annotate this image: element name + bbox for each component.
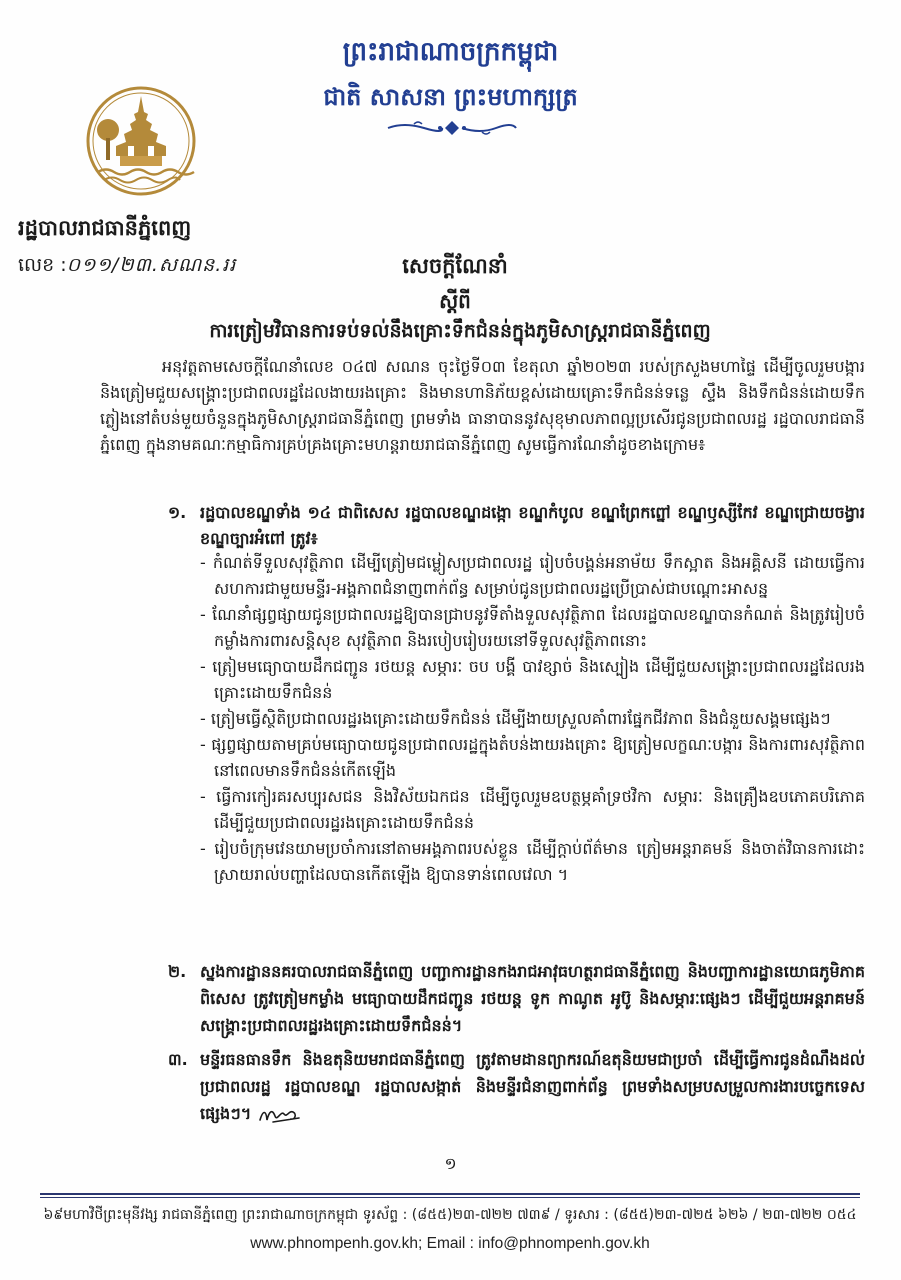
- reference-label: លេខ :: [18, 254, 67, 276]
- document-subject-title: ការត្រៀមវិធានការទប់ទល់នឹងគ្រោះទឹកជំនន់ក្នុងភូមិសាស្ត្ររាជធានីភ្នំពេញ: [209, 320, 711, 342]
- reference-number: [18, 250, 318, 280]
- handwritten-initial-icon: [257, 1104, 303, 1126]
- document-type-title: សេចក្តីណែនាំ: [402, 254, 508, 278]
- footer-address: ៦៩មហាវិថីព្រះមុនីវង្ស រាជធានីភ្នំពេញ ព្រះរាជាណាចក្រកម្ពុជា ទូរស័ព្ទ : (៨៥៥)២៣-៧២២ ៧៣៩ / ទូរសារ : (៨៥៥)២៣-៧២៥ ៦២៦ / ២៣-៧២២ ០៥៤: [43, 1207, 857, 1223]
- footer-website-email: www.phnompenh.gov.kh; Email : info@phnompenh.gov.kh: [250, 1235, 650, 1252]
- item-number: ២.: [168, 962, 187, 981]
- issuing-authority: រដ្ឋបាលរាជធានីភ្នំពេញ: [18, 216, 192, 240]
- numbered-item-3: [168, 1046, 865, 1127]
- title-regarding: ស្តីពី: [439, 289, 471, 313]
- item-1-bullet-list: [200, 550, 865, 888]
- item-text: មន្ទីរធនធានទឹក និងឧតុនិយមរាជធានីភ្នំពេញ ត្រូវតាមដានព្យាករណ៍ឧតុនិយមជាប្រចាំ ដើម្បីធ្វើការជូនដំណឹងដល់ប្រជាពលរដ្ឋ រដ្ឋបាលខណ្ឌ រដ្ឋបាលសង្កាត់ និងមន្ទីរជំនាញពាក់ព័ន្ធ ព្រមទាំងសម្របសម្រួលការងារបច្ចេកទេសផ្សេងៗ។: [200, 1050, 865, 1123]
- item-number: ៣.: [168, 1050, 188, 1069]
- reference-value: ០១១/២៣.សណន.ររ: [66, 254, 237, 276]
- intro-paragraph: អនុវត្តតាមសេចក្តីណែនាំលេខ ០៤៧ សណន ចុះថ្ងៃទី០៣ ខែតុលា ឆ្នាំ២០២៣ របស់ក្រសួងមហាផ្ទៃ ដើម្បីចូលរួមបង្ការ និងត្រៀមជួយសង្គ្រោះប្រជាពលរដ្ឋដែលងាយរងគ្រោះ និងមានហានិភ័យខ្ពស់ដោយគ្រោះទឹកជំនន់ទន្លេ ស្ទឹង និងទឹកជំនន់ដោយទឹកភ្លៀងនៅតំបន់មួយចំនួនក្នុងភូមិសាស្ត្ររាជធានីភ្នំពេញ ព្រមទាំង ធានាបាននូវសុខុមាលភាពល្អប្រសើរជូនប្រជាពលរដ្ឋ រដ្ឋបាលរាជធានីភ្នំពេញ ក្នុងនាមគណៈកម្មាធិការគ្រប់គ្រងគ្រោះមហន្តរាយរាជធានីភ្នំពេញ សូមធ្វើការណែនាំដូចខាងក្រោម៖: [100, 357, 865, 454]
- bullet-item: - រៀបចំក្រុមវេនយាមប្រចាំការនៅតាមអង្គភាពរបស់ខ្លួន ដើម្បីក្តាប់ព័ត៌មាន ត្រៀមអន្តរាគមន៍ និងចាត់វិធានការដោះស្រាយរាល់បញ្ហាដែលបានកើតឡើង ឱ្យបានទាន់ពេលវេលា ។: [200, 839, 865, 884]
- phnom-penh-emblem-icon: [84, 84, 198, 198]
- item-text: រដ្ឋបាលខណ្ឌទាំង ១៤ ជាពិសេស រដ្ឋបាលខណ្ឌដង្កោ ខណ្ឌកំបូល ខណ្ឌព្រែកព្នៅ ខណ្ឌឫស្សីកែវ ខណ្ឌជ្រោយចង្វារ ខណ្ឌច្បារអំពៅ ត្រូវ៖: [200, 503, 865, 548]
- item-text: ស្នងការដ្ឋាននគរបាលរាជធានីភ្នំពេញ បញ្ជាការដ្ឋានកងរាជអាវុធហត្ថរាជធានីភ្នំពេញ និងបញ្ជាការដ្ឋានយោធភូមិភាគពិសេស ត្រូវត្រៀមកម្លាំង មធ្យោបាយដឹកជញ្ជូន រថយន្ត ទូក កាណូត អូប៊ូ និងសម្ភារៈផ្សេងៗ ដើម្បីជួយអន្តរាគមន៍សង្គ្រោះប្រជាពលរដ្ឋរងគ្រោះដោយទឹកជំនន់។: [200, 962, 865, 1035]
- bullet-item: - កំណត់ទីទួលសុវត្ថិភាព ដើម្បីត្រៀមជម្លៀសប្រជាពលរដ្ឋ រៀបចំបង្គន់អនាម័យ ទឹកស្អាត និងអគ្គិសនី ដោយធ្វើការសហការជាមួយមន្ទីរ-អង្គភាពជំនាញពាក់ព័ន្ធ សម្រាប់ជូនប្រជាពលរដ្ឋប្រើប្រាស់ជាបណ្តោះអាសន្ន: [200, 553, 865, 598]
- bullet-item: - ផ្សព្វផ្សាយតាមគ្រប់មធ្យោបាយជូនប្រជាពលរដ្ឋក្នុងតំបន់ងាយរងគ្រោះ ឱ្យត្រៀមលក្ខណៈបង្ការ និងការពារសុវត្ថិភាពនៅពេលមានទឹកជំនន់កើតឡើង: [200, 735, 865, 780]
- numbered-item-1: [168, 500, 865, 552]
- item-number: ១.: [168, 503, 187, 522]
- bullet-item: - ធ្វើការកៀរគរសប្បុរសជន និងវិស័យឯកជន ដើម្បីចូលរួមឧបត្ថម្ភគាំទ្រថវិកា សម្ភារៈ និងគ្រឿងឧបភោគបរិភោគ ដើម្បីជួយប្រជាពលរដ្ឋរងគ្រោះដោយទឹកជំនន់: [200, 787, 865, 832]
- kingdom-heading: ព្រះរាជាណាចក្រកម្ពុជា: [342, 37, 559, 67]
- bullet-item: - ត្រៀមមធ្យោបាយដឹកជញ្ជូន រថយន្ត សម្ភារៈ ចប បង្គី បាវខ្សាច់ និងស្បៀង ដើម្បីជួយសង្គ្រោះប្រជាពលរដ្ឋដែលរងគ្រោះដោយទឹកជំនន់: [200, 657, 865, 702]
- bullet-item: - ត្រៀមធ្វើស្ថិតិប្រជាពលរដ្ឋរងគ្រោះដោយទឹកជំនន់ ដើម្បីងាយស្រួលគាំពារផ្នែកជីវភាព និងជំនួយសង្គមផ្សេងៗ: [200, 709, 831, 728]
- ornamental-divider-icon: [384, 118, 520, 138]
- numbered-item-2: [168, 958, 865, 1039]
- bullet-item: - ណែនាំផ្សព្វផ្សាយជូនប្រជាពលរដ្ឋឱ្យបានជ្រាបនូវទីតាំងទួលសុវត្ថិភាព ដែលរដ្ឋបាលខណ្ឌបានកំណត់ និងត្រូវរៀបចំកម្លាំងការពារសន្តិសុខ សុវត្ថិភាព និងរបៀបរៀបរយនៅទីទួលសុវត្ថិភាពនោះ: [200, 605, 865, 650]
- national-motto: ជាតិ សាសនា ព្រះមហាក្សត្រ: [323, 83, 578, 111]
- page-number: ១: [444, 1154, 457, 1173]
- footer-divider: [40, 1193, 860, 1198]
